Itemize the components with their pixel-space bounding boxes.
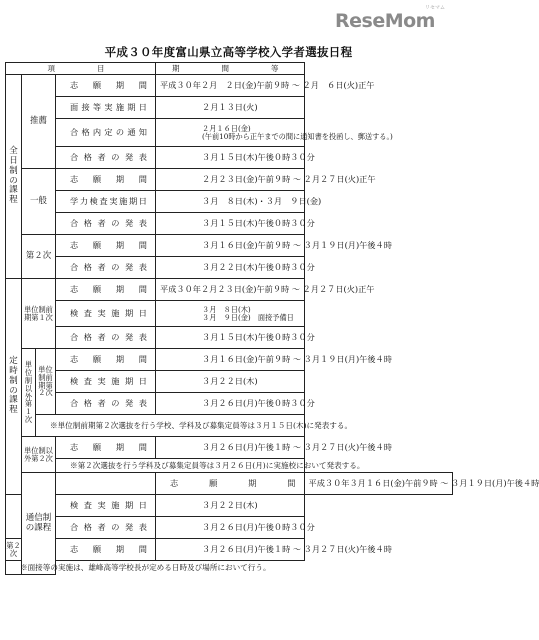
label-shigan: 志 願 期 間 bbox=[56, 279, 156, 301]
value: ３月 ８日(木)・３月 ９日(金) bbox=[156, 191, 305, 213]
section-tani-igai-2: 単位制以外第２次 bbox=[22, 437, 56, 473]
header-period: 期 間 等 bbox=[156, 63, 305, 75]
value-multiline bbox=[156, 301, 305, 327]
section-teijisei: 定時制の課程 bbox=[6, 279, 22, 495]
value: 平成３０年３月１６日(金)午前９時 ～ ３月１９日(月)午後４時 bbox=[304, 473, 453, 495]
table-row bbox=[6, 213, 453, 235]
table-row bbox=[6, 393, 453, 415]
table-row bbox=[6, 495, 453, 517]
table-row bbox=[6, 459, 453, 473]
value: ２月１３日(火) bbox=[156, 97, 305, 119]
table-row bbox=[6, 517, 453, 539]
table-row bbox=[6, 235, 453, 257]
schedule-table bbox=[5, 62, 539, 575]
table-row bbox=[6, 415, 453, 437]
label-happyo: 合格者の発表 bbox=[56, 213, 156, 235]
label-gakuryoku: 学力検査実施期日 bbox=[56, 191, 156, 213]
value: ３月１６日(金)午前９時 ～ ３月１９日(月)午後４時 bbox=[156, 235, 305, 257]
value: ３月１５日(木)午後０時３０分 bbox=[156, 147, 305, 169]
header-row bbox=[6, 63, 453, 75]
label-kensa: 検査実施期日 bbox=[56, 301, 156, 327]
value: ３月２６日(月)午後１時 ～ ３月２７日(火)午後４時 bbox=[156, 539, 305, 561]
table-row bbox=[6, 437, 453, 459]
section-suisen: 推薦 bbox=[22, 75, 56, 169]
value: ３月１６日(金)午前９時 ～ ３月１９日(月)午後４時 bbox=[156, 349, 305, 371]
value-multiline bbox=[156, 119, 393, 147]
value: ３月２６日(月)午後１時 ～ ３月２７日(火)午後４時 bbox=[156, 437, 305, 459]
logo-text: ReseMom bbox=[335, 10, 435, 32]
value-line: (午前10時から正午までの間に通知書を投函し、郵送する。) bbox=[202, 131, 393, 141]
table-row bbox=[6, 191, 453, 213]
value: ３月２２日(木) bbox=[156, 495, 305, 517]
value: 平成３０年２月２３日(金)午前９時 ～ ２月２７日(火)正午 bbox=[156, 279, 305, 301]
value-line: ３月 ９日(金) 面接予備日 bbox=[202, 312, 294, 322]
header-item: 項 目 bbox=[6, 63, 156, 75]
label-kensa: 検査実施期日 bbox=[56, 495, 156, 517]
table-row bbox=[6, 169, 453, 191]
value: ３月２２日(木) bbox=[156, 371, 305, 393]
value: ３月１５日(木)午後０時３０分 bbox=[156, 213, 305, 235]
table-row bbox=[6, 473, 453, 495]
value: ３月２６日(月)午後０時３０分 bbox=[156, 517, 305, 539]
section-ippan: 一般 bbox=[22, 169, 56, 235]
label-kensa: 検査実施期日 bbox=[56, 371, 156, 393]
note: ※第２次選抜を行う学科及び募集定員等は３月２６日(月)に実施校において発表する。 bbox=[56, 459, 305, 473]
value-line: ２月１６日(金) bbox=[202, 123, 251, 133]
value: 平成３０年２月 ２日(金)午前９時 ～ ２月 ６日(火)正午 bbox=[156, 75, 305, 97]
section-dai2ji: 第２次 bbox=[22, 235, 56, 279]
section-tsushinsei: 通信制の課程 bbox=[22, 473, 56, 575]
label-shigan: 志 願 期 間 bbox=[56, 437, 156, 459]
section-tani2: 単位制前期第２次 bbox=[36, 349, 56, 415]
table-row bbox=[6, 301, 453, 327]
label-mensetsu: 面接等実施期日 bbox=[56, 97, 156, 119]
page-title: 平成３０年度富山県立高等学校入学者選抜日程 bbox=[104, 45, 353, 59]
table-row bbox=[6, 257, 453, 279]
note: ※単位制前期第２次選抜を行う学校、学科及び募集定員等は３月１５日(木)に発表する。 bbox=[36, 415, 305, 437]
label-shigan: 志 願 期 間 bbox=[156, 473, 305, 495]
label-happyo: 合格者の発表 bbox=[56, 147, 156, 169]
section-tani1: 単位制前期第１次 bbox=[22, 279, 56, 349]
table-row bbox=[6, 539, 453, 561]
note: ※面接等の実施は、雄峰高等学校長が定める日時及び場所において行う。 bbox=[6, 561, 56, 575]
blank-cell bbox=[6, 495, 22, 517]
label-shigan: 志 願 期 間 bbox=[56, 235, 156, 257]
table-row bbox=[6, 147, 453, 169]
value: ３月１５日(木)午後０時３０分 bbox=[156, 327, 305, 349]
table-row bbox=[6, 75, 453, 97]
table-row bbox=[6, 349, 453, 371]
label-naitei: 合格内定の通知 bbox=[56, 119, 156, 147]
table-row bbox=[6, 279, 453, 301]
table-row bbox=[6, 561, 453, 575]
table-row bbox=[6, 371, 453, 393]
table-row bbox=[6, 327, 453, 349]
resemom-logo bbox=[335, 5, 447, 36]
table-row bbox=[6, 119, 453, 147]
logo-subtext: リセマム bbox=[425, 5, 445, 11]
value: ２月２３日(金)午前９時 ～ ２月２７日(火)正午 bbox=[156, 169, 305, 191]
section-tsushin-2: 第２次 bbox=[6, 539, 22, 561]
label-happyo: 合格者の発表 bbox=[56, 257, 156, 279]
label-happyo: 合格者の発表 bbox=[56, 393, 156, 415]
blank-cell bbox=[56, 473, 156, 495]
value: ３月２２日(木)午後０時３０分 bbox=[156, 257, 305, 279]
section-zennichisei: 全日制の課程 bbox=[6, 75, 22, 279]
blank-cell bbox=[6, 517, 22, 539]
value-line: ３月 ８日(木) bbox=[202, 304, 251, 314]
value: ３月２６日(月)午後０時３０分 bbox=[156, 393, 305, 415]
label-shigan: 志 願 期 間 bbox=[56, 75, 156, 97]
label-shigan: 志 願 期 間 bbox=[56, 169, 156, 191]
section-taniigai-1: 単位制以外第１次 bbox=[22, 349, 36, 437]
label-happyo: 合格者の発表 bbox=[56, 517, 156, 539]
label-happyo: 合格者の発表 bbox=[56, 327, 156, 349]
label-shigan: 志 願 期 間 bbox=[56, 539, 156, 561]
table-row bbox=[6, 97, 453, 119]
label-shigan: 志 願 期 間 bbox=[56, 349, 156, 371]
